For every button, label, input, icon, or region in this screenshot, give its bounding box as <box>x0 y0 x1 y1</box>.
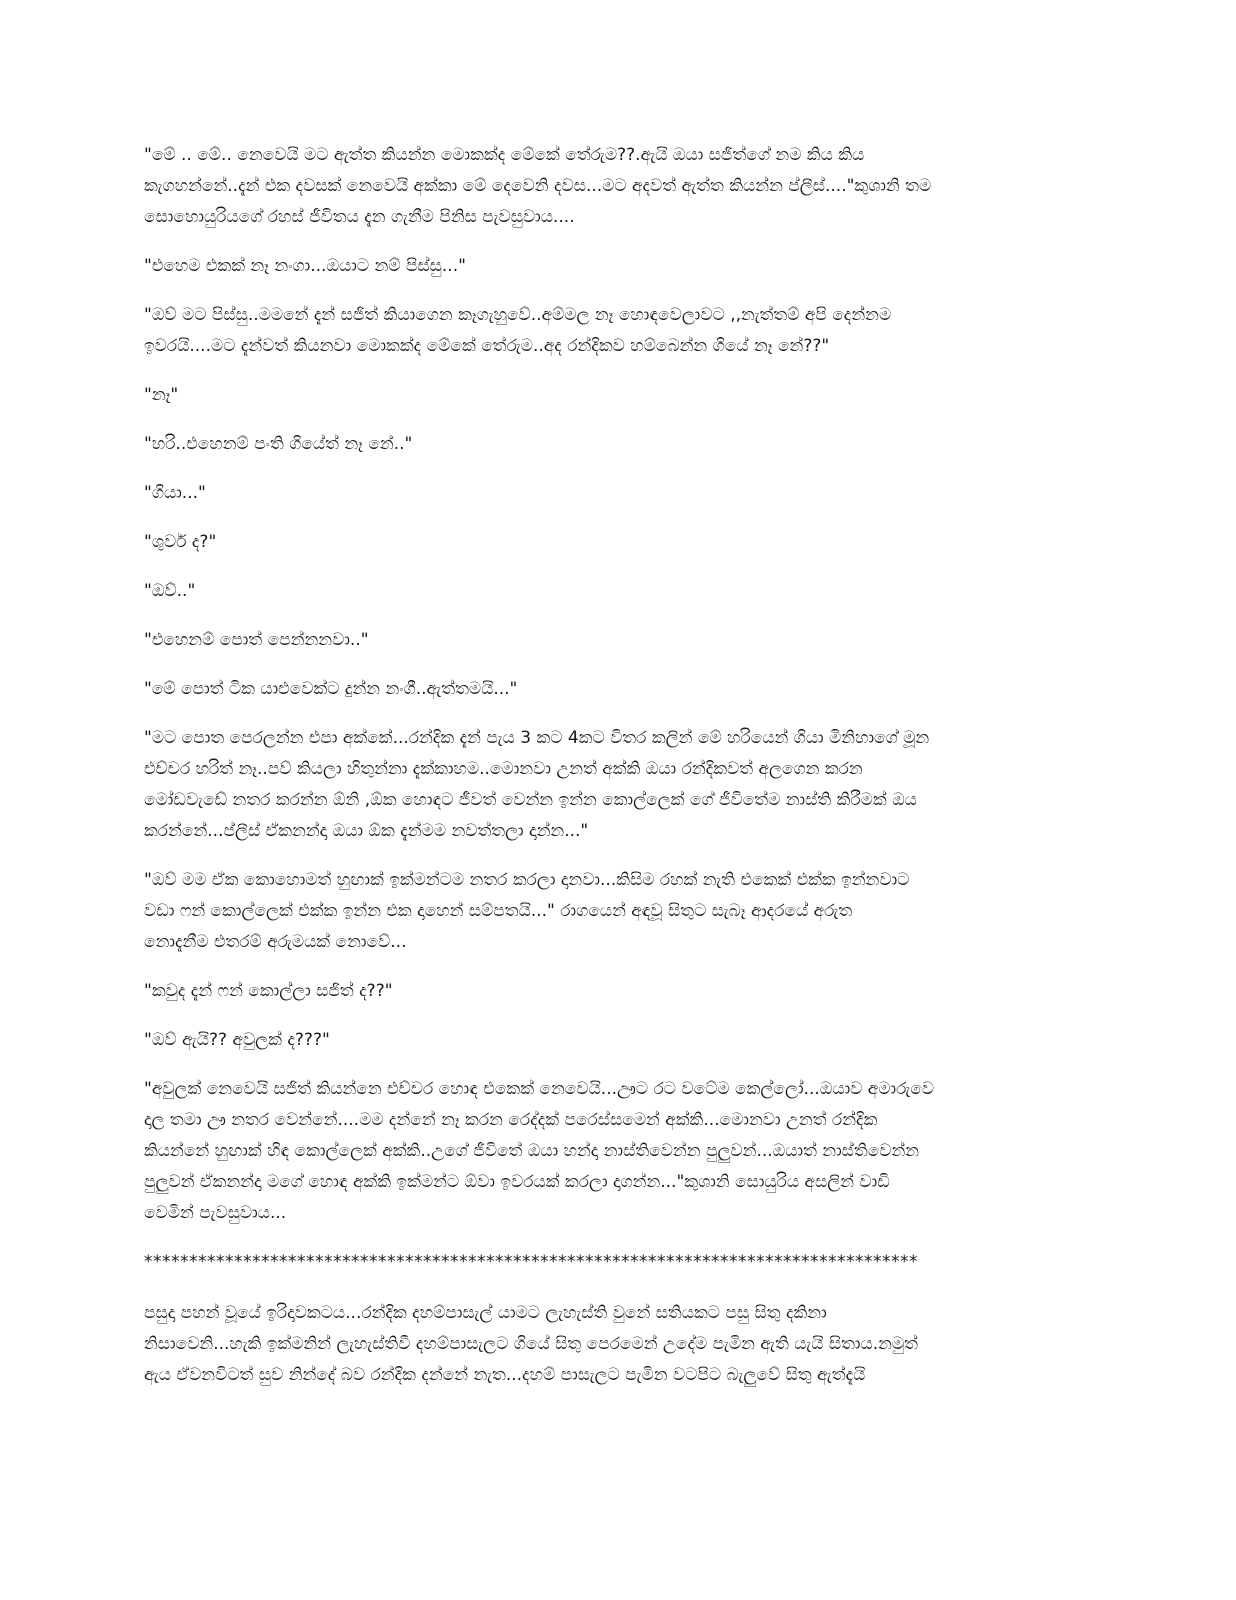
paragraph-14 <box>144 1025 1094 1056</box>
paragraph-6 <box>144 478 1094 509</box>
paragraph-line: "මේ පොත් ටික යාළුවෙක්ට දුන්න නංගී..ඇත්තමයි..." <box>144 679 518 699</box>
paragraph-line: ඇය ඒවනවිටත් සුව නින්දේ බව රන්දික දන්නේ නැත...දහම් පාසැලට පැමින වටපිට බැලුවේ සිතු ඇත්දැයි <box>144 1365 866 1385</box>
paragraph-13 <box>144 976 1094 1007</box>
scene-separator: ************************************************************************************** <box>144 1252 918 1272</box>
paragraph-line: "කවුද දැන් ෆන් කොල්ලා සජිත් ද??" <box>144 981 393 1001</box>
paragraph-8 <box>144 576 1094 607</box>
paragraph-line: එච්චර හරිත් නෑ..පව් කියලා හිතුන්නා දැක්කාහම..මොනවා උනත් අක්කි ඔයා රන්දිකවත් අලගෙන කරන <box>144 759 863 779</box>
paragraph-7 <box>144 527 1094 558</box>
paragraph-line: "ඔව් ඇයි?? අවුලක් ද???" <box>144 1030 330 1050</box>
paragraph-line: "මට පොත පෙරලන්න එපා අක්කේ...රන්දික දැන් පැය 3 කට 4කට විතර කලින් මේ හරියෙන් ගියා මිනිහාගේ මූන <box>144 728 930 748</box>
paragraph-line: කියන්නේ හුඟාක් හිඳ කොල්ලෙක් අක්කි..උගේ ජීවිතේ ඔයා හන්දා නාස්තිවෙන්න පුලුවන්...ඔයාත් නාස්තිවෙන්න <box>144 1141 920 1161</box>
paragraph-9 <box>144 625 1094 656</box>
paragraph-line: "එහෙනම් පොත් පෙන්නනවා.." <box>144 630 369 650</box>
paragraph-line: කැගහන්නේ..දැන් එක දවසක් නෙවෙයි අක්කා මේ දෙවෙනි දවස...මට අදවත් ඇත්ත කියන්න ප්ලීස්...."කුශානි තම <box>144 176 932 196</box>
paragraph-line: පුලුවන් ඒකනන්දා මගේ හොඳ අක්කි ඉක්මන්ට ඕවා ඉවරයක් කරලා දාගන්න..."කුශානි සොයුරිය අසලින් වාඩි <box>144 1172 890 1192</box>
paragraph-line: "ඔව් මට පිස්සු..මමනේ දැන් සජිත් කියාගෙන කෑගැහුවේ..අම්මල නෑ හොඳවෙලාවට ,,නැත්තම් අපි දෙන්නම <box>144 305 892 325</box>
paragraph-line: "අවුලක් නෙවෙයි සජිත් කියන්නෙ එච්චර හොඳ එකෙක් නෙවෙයි...ඌට රට වටේම කෙල්ලෝ...ඔයාව අමාරුවෙ <box>144 1079 935 1099</box>
paragraph-line: "ශුවර් ද?" <box>144 532 217 552</box>
paragraph-line: පසුදා පහන් වූයේ ඉරිදාවකටය...රන්දික දහම්පාසැල් යාමට ලැහැස්ති වුනේ සතියකට පසු සිතු දකිනා <box>144 1303 827 1323</box>
paragraph-line: "ඔව් මම ඒක කොහොමත් හුඟාක් ඉක්මන්ටම නතර කරලා දානවා...කිසිම රහක් නැති එකෙක් එක්ක ඉන්නවාට <box>144 870 910 890</box>
paragraph-line: "එහෙම එකක් නෑ නංගා...ඔයාට නම් පිස්සු..." <box>144 256 466 276</box>
paragraph-line: "නෑ" <box>144 385 179 405</box>
paragraph-1 <box>144 140 1094 233</box>
paragraph-15 <box>144 1074 1094 1229</box>
paragraph-5 <box>144 429 1094 460</box>
paragraph-line: නිසාවෙනි...හැකි ඉක්මනින් ලැහැස්තිවී දහම්පාසැලට ගියේ සිතු පෙරමෙන් උදේම පැමින ඇති යැයි සිතාය.නමුත් <box>144 1334 918 1354</box>
paragraph-line: "මේ .. මේ.. නෙවෙයි මට ඇත්ත කියන්න මොකක්ද මේකේ තේරුම??.ඇයි ඔයා සජිත්ගේ නම කිය කිය <box>144 145 865 165</box>
paragraph-line: නොදැනීම එතරම් අරුමයක් නොවේ... <box>144 932 407 952</box>
paragraph-10 <box>144 674 1094 705</box>
paragraph-3 <box>144 300 1094 362</box>
paragraph-line: මෝඩවැඩේ නතර කරන්න ඕනි ,ඕක හොඳට ජීවත් වෙන්න ඉන්න කොල්ලෙක් ගේ ජීවිතේම නාස්ති කිරීමක් ඔය <box>144 790 917 810</box>
paragraph-4 <box>144 380 1094 411</box>
story-text <box>144 140 1094 1409</box>
paragraph-line: දාල තමා ඌ නතර වෙන්නේ....මම දන්නේ නෑ කරන රෙද්දක් පරෙස්සමෙන් අක්කි...මොනවා උනත් රන්දික <box>144 1110 878 1130</box>
paragraph-line: වෙමින් පැවසුවාය... <box>144 1203 287 1223</box>
paragraph-2 <box>144 251 1094 282</box>
paragraph-line: "ගියා..." <box>144 483 206 503</box>
paragraph-line: කරන්නේ...ප්ලීස් ඒකනන්දා ඔයා ඕක දැන්මම නවත්තලා දාන්න..." <box>144 821 589 841</box>
paragraph-line: සොහොයුරියගේ රහස් ජීවිතය දැන ගැනීම පිනිස පැවසුවාය.... <box>144 207 575 227</box>
paragraph-line: "හරි..එහෙනම් පංති ගියේත් නෑ නේ.." <box>144 434 413 454</box>
paragraph-line: "ඔව්.." <box>144 581 196 601</box>
paragraph-line: වඩා ෆන් කොල්ලෙක් එක්ක ඉන්න එක දාහෙන් සම්පතයි..." රාගයෙන් අඳවූ සිතුට සැබෑ ආදරයේ අරුත <box>144 901 853 921</box>
paragraph-12 <box>144 865 1094 958</box>
paragraph-line: ඉවරයි....මට දැන්වත් කියනවා මොකක්ද මේකේ තේරුම..අද රන්දිකව හම්බෙන්න ගියේ නෑ නේ??" <box>144 336 830 356</box>
closing-paragraph <box>144 1298 1094 1391</box>
paragraph-11 <box>144 723 1094 847</box>
